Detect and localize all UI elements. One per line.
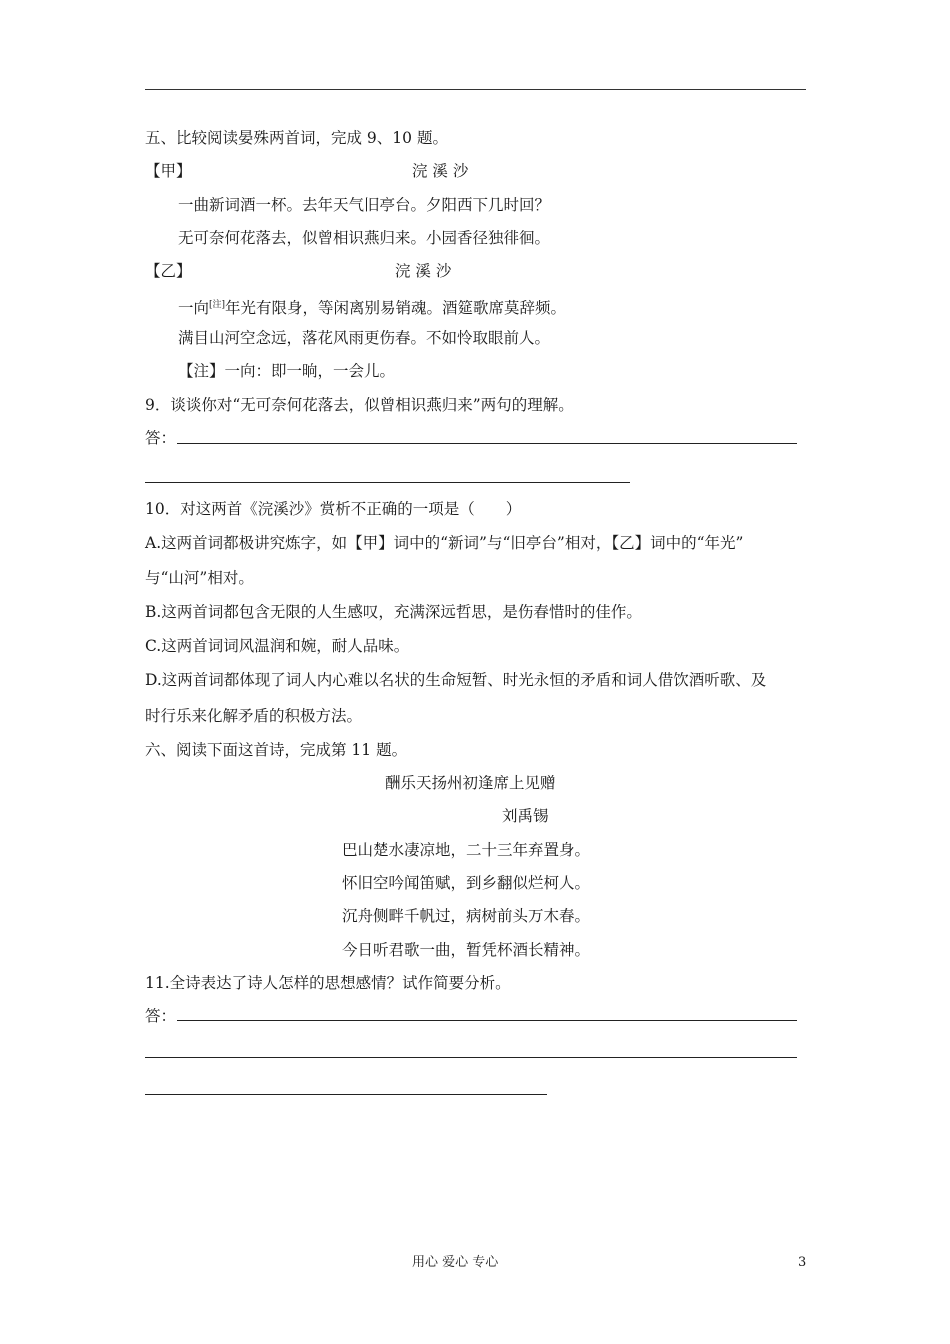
poem-line1: 巴山楚水凄凉地，二十三年弃置身。 bbox=[342, 841, 591, 859]
poem-author: 刘禹锡 bbox=[502, 807, 549, 825]
footnote-marker: [注] bbox=[209, 300, 226, 310]
poem-b-line2: 满目山河空念远，落花风雨更伤春。不如怜取眼前人。 bbox=[178, 329, 551, 347]
q11-answer-line-1[interactable] bbox=[177, 1020, 797, 1021]
q10-option-a-line1: A.这两首词都极讲究炼字，如【甲】词中的“新词”与“旧亭台”相对，【乙】词中的“年光” bbox=[145, 534, 744, 552]
poem-line3: 沉舟侧畔千帆过，病树前头万木春。 bbox=[342, 907, 591, 925]
header-rule bbox=[145, 89, 806, 90]
section6-heading: 六、阅读下面这首诗，完成第 11 题。 bbox=[145, 741, 408, 759]
question-11: 11.全诗表达了诗人怎样的思想感情？试作简要分析。 bbox=[145, 974, 511, 992]
poem-b-line1-rest: 年光有限身，等闲离别易销魂。酒筵歌席莫辞频。 bbox=[225, 299, 567, 317]
q9-answer-line-1[interactable] bbox=[177, 443, 797, 444]
q10-option-c: C.这两首词词风温润和婉，耐人品味。 bbox=[145, 637, 410, 655]
q11-answer-line-2[interactable] bbox=[145, 1057, 797, 1058]
poem-b-line1-prefix: 一向 bbox=[178, 299, 210, 317]
section5-heading: 五、比较阅读晏殊两首词，完成 9、10 题。 bbox=[145, 129, 448, 147]
poem-line4: 今日听君歌一曲，暂凭杯酒长精神。 bbox=[342, 941, 591, 959]
poem-title: 酬乐天扬州初逢席上见赠 bbox=[385, 774, 556, 792]
q11-answer-line-3[interactable] bbox=[145, 1094, 547, 1095]
poem-b-line1 bbox=[178, 295, 566, 318]
question-10: 10．对这两首《浣溪沙》赏析不正确的一项是（ ） bbox=[145, 500, 522, 518]
poem-b-label: 【乙】 bbox=[145, 262, 192, 280]
q10-option-d-line2: 时行乐来化解矛盾的积极方法。 bbox=[145, 707, 363, 725]
q11-answer-label: 答： bbox=[145, 1007, 177, 1025]
q9-answer-label: 答： bbox=[145, 429, 177, 447]
poem-a-title: 浣 溪 沙 bbox=[412, 162, 469, 180]
q10-option-d-line1: D.这两首词都体现了词人内心难以名状的生命短暂、时光永恒的矛盾和词人借饮酒听歌、及 bbox=[145, 671, 767, 689]
q10-option-a-line2: 与“山河”相对。 bbox=[145, 569, 254, 587]
poem-b-title: 浣 溪 沙 bbox=[395, 262, 452, 280]
poem-a-label: 【甲】 bbox=[145, 162, 192, 180]
poem-a-line2: 无可奈何花落去，似曾相识燕归来。小园香径独徘徊。 bbox=[178, 229, 551, 247]
q10-option-b: B.这两首词都包含无限的人生感叹，充满深远哲思，是伤春惜时的佳作。 bbox=[145, 603, 642, 621]
poem-line2: 怀旧空吟闻笛赋，到乡翻似烂柯人。 bbox=[342, 874, 591, 892]
poem-b-note: 【注】一向：即一晌，一会儿。 bbox=[178, 362, 396, 380]
page-number: 3 bbox=[798, 1255, 807, 1270]
question-9: 9．谈谈你对“无可奈何花落去，似曾相识燕归来”两句的理解。 bbox=[145, 396, 574, 414]
footer-motto: 用心 爱心 专心 bbox=[412, 1255, 499, 1270]
q9-answer-line-2[interactable] bbox=[145, 482, 630, 483]
poem-a-line1: 一曲新词酒一杯。去年天气旧亭台。夕阳西下几时回？ bbox=[178, 196, 551, 214]
